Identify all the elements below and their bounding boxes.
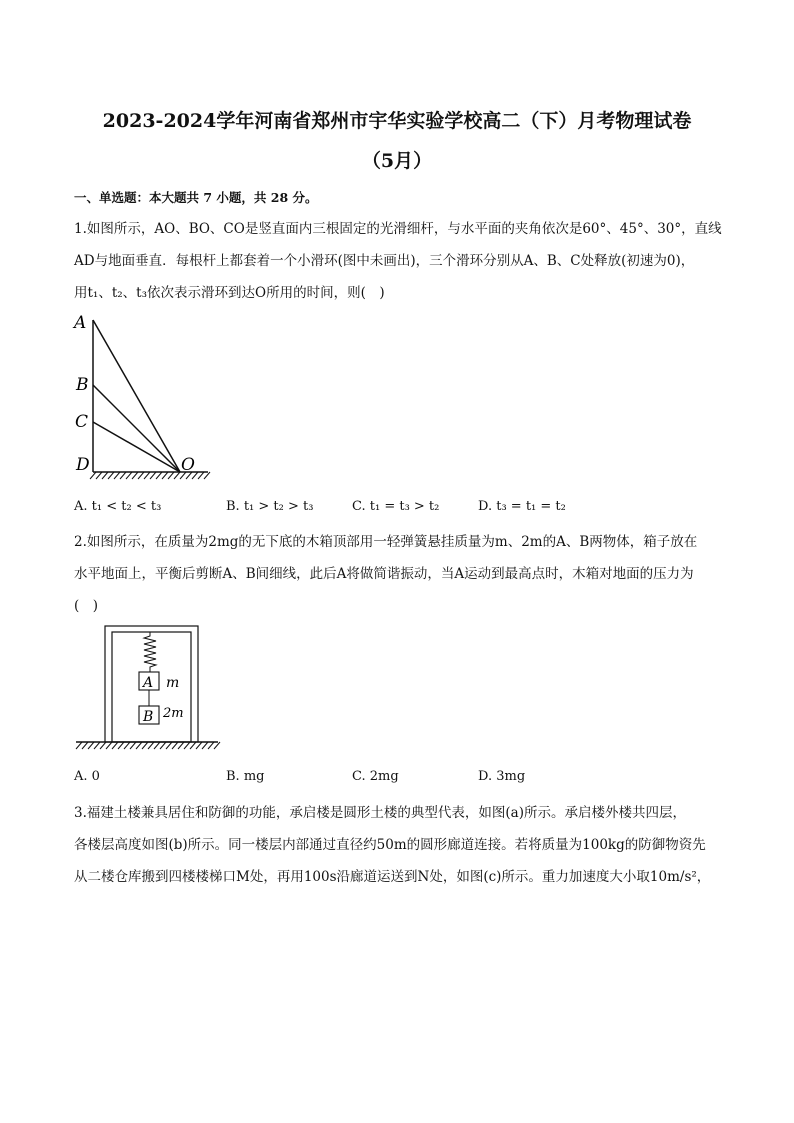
q2-option-c[interactable]: C. 2mg bbox=[352, 769, 399, 784]
q1-rod-bo bbox=[93, 385, 180, 472]
q2-figure bbox=[72, 620, 222, 756]
q2-text-line-1: 2.如图所示，在质量为2mg的无下底的木箱顶部用一轻弹簧悬挂质量为m、2m的A、B两物体，箱子放在 bbox=[74, 534, 698, 550]
q1-label-o: O bbox=[181, 455, 195, 475]
q1-option-d[interactable]: D. t₃ = t₁ = t₂ bbox=[478, 499, 566, 514]
q1-label-b: B bbox=[76, 375, 89, 395]
q1-label-c: C bbox=[75, 412, 89, 432]
section-heading-single-choice: 一、单选题：本大题共 7 小题，共 28 分。 bbox=[74, 190, 318, 205]
q2-spring bbox=[144, 632, 156, 672]
q1-option-a[interactable]: A. t₁ < t₂ < t₃ bbox=[74, 499, 162, 514]
q1-rod-ao bbox=[93, 320, 180, 472]
q2-text-line-2: 水平地面上，平衡后剪断A、B间细线，此后A将做简谐振动，当A运动到最高点时，木箱对地面的压力为 bbox=[74, 566, 694, 582]
q1-text-line-3: 用t₁、t₂、t₃依次表示滑环到达O所用的时间，则( ) bbox=[74, 285, 385, 301]
q1-text-line-1: 1.如图所示，AO、BO、CO是竖直面内三根固定的光滑细杆，与水平面的夹角依次是60°、45°、30°，直线 bbox=[74, 221, 722, 237]
q3-text-line-1: 3.福建土楼兼具居住和防御的功能，承启楼是圆形土楼的典型代表，如图(a)所示。承启楼外楼共四层， bbox=[74, 805, 686, 821]
q3-text-line-3: 从二楼仓库搬到四楼楼梯口M处，再用100s沿廊道运送到N处，如图(c)所示。重力加速度大小取10m/s²， bbox=[74, 869, 711, 885]
q1-label-d: D bbox=[76, 455, 90, 475]
q2-label-a: A bbox=[143, 675, 154, 691]
exam-title-month: （5月） bbox=[361, 150, 433, 172]
q1-label-a: A bbox=[74, 313, 87, 333]
q1-option-c[interactable]: C. t₁ = t₃ > t₂ bbox=[352, 499, 440, 514]
q2-label-2m: 2m bbox=[163, 706, 184, 721]
q2-option-d[interactable]: D. 3mg bbox=[478, 769, 526, 784]
exam-title: 2023-2024学年河南省郑州市宇华实验学校高二（下）月考物理试卷 bbox=[102, 110, 692, 132]
q2-label-b: B bbox=[143, 709, 154, 725]
q2-text-line-3: ( ) bbox=[74, 598, 99, 614]
q2-label-m: m bbox=[166, 675, 180, 691]
q2-ground-hatch bbox=[76, 742, 220, 749]
q1-option-b[interactable]: B. t₁ > t₂ > t₃ bbox=[226, 499, 314, 514]
q3-text-line-2: 各楼层高度如图(b)所示。同一楼层内部通过直径约50m的圆形廊道连接。若将质量为100kg的防御物资先 bbox=[74, 837, 706, 853]
q1-figure bbox=[70, 308, 220, 488]
q2-option-a[interactable]: A. 0 bbox=[74, 769, 100, 784]
q2-option-b[interactable]: B. mg bbox=[226, 769, 265, 784]
q1-text-line-2: AD与地面垂直．每根杆上都套着一个小滑环(图中未画出)，三个滑环分别从A、B、C处释放(初速为0)， bbox=[74, 253, 695, 269]
